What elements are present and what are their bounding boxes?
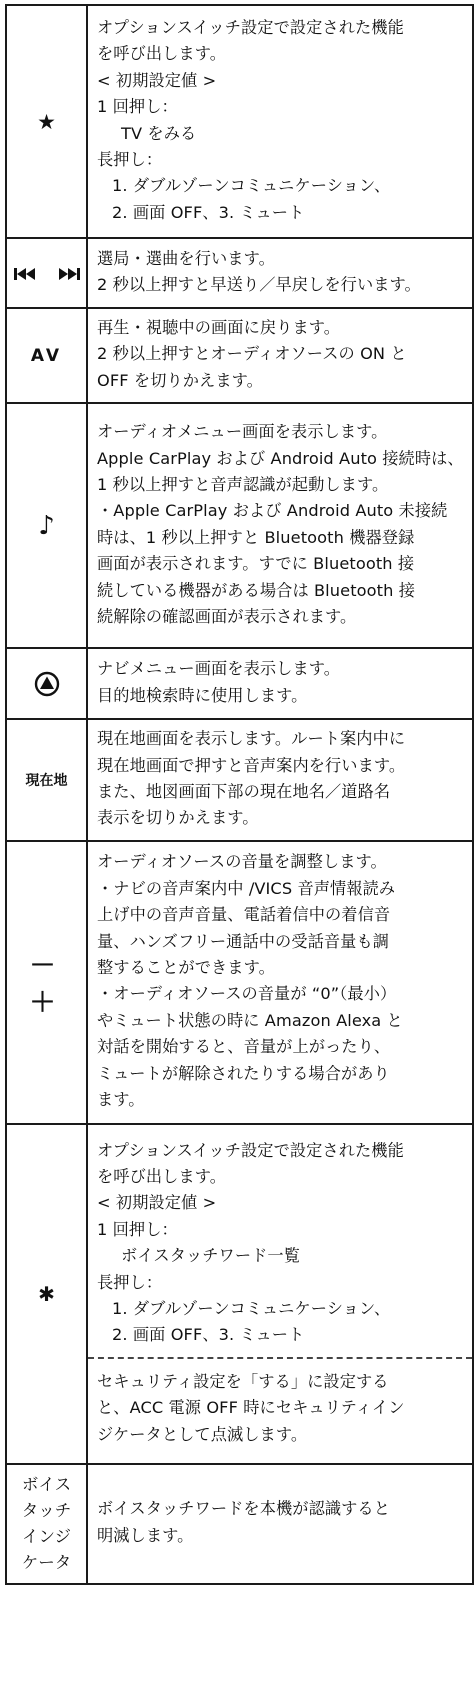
description-line: セキュリティ設定を「する」に設定する [97,1371,389,1391]
description-line: 1 回押し： [97,97,178,117]
description-line: 明滅します。 [97,1525,194,1545]
description-line: ・オーディオソースの音量が “0”（最小） [97,984,397,1004]
table-row [6,841,473,1124]
table-row [6,648,473,719]
description-text [97,849,468,1113]
description-line: 選局・選曲を行います。 [97,248,275,268]
navi-icon [34,673,60,692]
description-line: 1 回押し： [97,1219,178,1239]
av-key-label: AV [30,345,63,366]
description-line: 目的地検索時に使用します。 [97,685,308,705]
dashed-divider [88,1357,472,1359]
key-cell [6,403,87,648]
description-line: 長押し： [97,149,163,169]
description-line: ・ナビの音声案内中 /VICS 音声情報読み [97,878,396,898]
current-location-key-label: 現在地 [25,773,68,790]
description-line: 再生・視聴中の画面に戻ります。 [97,318,341,337]
description-line: 現在地画面を表示します。ルート案内中に [97,729,406,749]
description-cell [87,1124,473,1464]
key-label-line: ケータ [21,1552,72,1572]
table-row [6,403,473,648]
table-row [6,308,473,403]
description-text [97,726,468,832]
voice-touch-indicator-label [7,1472,86,1576]
security-note-text [97,1369,468,1448]
description-line: ナビメニュー画面を表示します。 [97,659,341,679]
description-line: ます。 [97,1089,145,1109]
key-cell [6,648,87,719]
description-text [97,246,468,299]
description-line: 1. ダブルゾーンコミュニケーション、 [112,1299,391,1319]
description-line: 現在地画面で押すと音声案内を行います。 [97,755,406,775]
description-cell [87,5,473,238]
description-line: OFF を切りかえます。 [97,370,263,390]
description-text [97,315,468,394]
description-line: ボイスタッチワードを本機が認識すると [97,1499,391,1519]
description-line: 量、ハンズフリー通話中の受話音量も調 [97,931,390,951]
description-line: オプションスイッチ設定で設定された機能 [97,17,404,37]
description-line: オーディオメニュー画面を表示します。 [97,422,388,442]
description-line: また、地図画面下部の現在地名／道路名 [97,782,391,802]
description-line: 2. 画面 OFF、3. ミュート [112,1325,305,1345]
description-line: 画面が表示されます。すでに Bluetooth 接 [97,554,415,574]
description-cell [87,238,473,308]
button-function-table [5,4,474,1585]
key-cell [6,238,87,308]
table-row [6,1124,473,1464]
description-text [97,1496,468,1549]
description-line: を呼び出します。 [97,1167,227,1187]
description-cell [87,841,473,1124]
table-row [6,1464,473,1584]
description-line: やミュート状態の時に Amazon Alexa と [97,1010,403,1030]
asterisk-icon: ✱ [38,1281,55,1306]
description-text [97,419,468,630]
description-line: 続解除の確認画面が表示されます。 [97,606,357,626]
description-line: オーディオソースの音量を調整します。 [97,852,387,872]
key-cell [6,5,87,238]
key-cell [6,841,87,1124]
description-line: 整することができます。 [97,957,275,977]
description-text [97,15,468,226]
description-cell [87,403,473,648]
description-line: 1. ダブルゾーンコミュニケーション、 [112,176,391,196]
skip-prev-next-icon [14,264,80,283]
key-label-line: タッチ [21,1500,72,1520]
description-cell [87,308,473,403]
key-cell [6,1464,87,1584]
description-line: 1 秒以上押すと音声認識が起動します。 [97,474,389,494]
description-line: 2. 画面 OFF、3. ミュート [112,202,305,222]
description-cell [87,719,473,841]
description-line: 表示を切りかえます。 [97,808,259,828]
description-line: TV をみる [121,123,197,143]
star-icon: ★ [37,109,56,134]
key-cell [6,308,87,403]
description-line: ミュートが解除されたりする場合があり [97,1063,390,1083]
description-line: ボイスタッチワード一覧 [121,1246,300,1266]
description-line: Apple CarPlay および Android Auto 接続時は、 [97,448,464,468]
description-line: 長押し： [97,1272,163,1292]
description-line: 続している機器がある場合は Bluetooth 接 [97,580,415,600]
description-cell [87,1464,473,1584]
description-text [97,1138,468,1349]
table-row [6,719,473,841]
description-text [97,656,468,709]
description-line: < 初期設定値 > [97,1193,217,1213]
key-label-line: インジ [21,1526,72,1546]
description-line: ・Apple CarPlay および Android Auto 未接続 [97,501,448,521]
volume-minus-plus-icon: － ＋ [29,951,64,1019]
table-row [6,238,473,308]
music-note-icon: ♪ [38,510,55,541]
key-cell [6,1124,87,1464]
description-line: < 初期設定値 > [97,70,217,90]
description-cell [87,648,473,719]
description-line: オプションスイッチ設定で設定された機能 [97,1140,404,1160]
description-line: 対話を開始すると、音量が上がったり、 [97,1037,391,1057]
description-line: 2 秒以上押すと早送り／早戻しを行います。 [97,275,421,294]
description-line: 時は、1 秒以上押すと Bluetooth 機器登録 [97,527,415,547]
key-label-line: ボイス [21,1474,72,1494]
description-line: 上げ中の音声音量、電話着信中の着信音 [97,905,391,925]
description-line: 2 秒以上押すとオーディオソースの ON と [97,344,407,364]
table-row [6,5,473,238]
description-line: ジケータとして点滅します。 [97,1424,308,1444]
key-cell [6,719,87,841]
description-line: を呼び出します。 [97,44,227,64]
description-line: と、ACC 電源 OFF 時にセキュリティイン [97,1398,405,1418]
